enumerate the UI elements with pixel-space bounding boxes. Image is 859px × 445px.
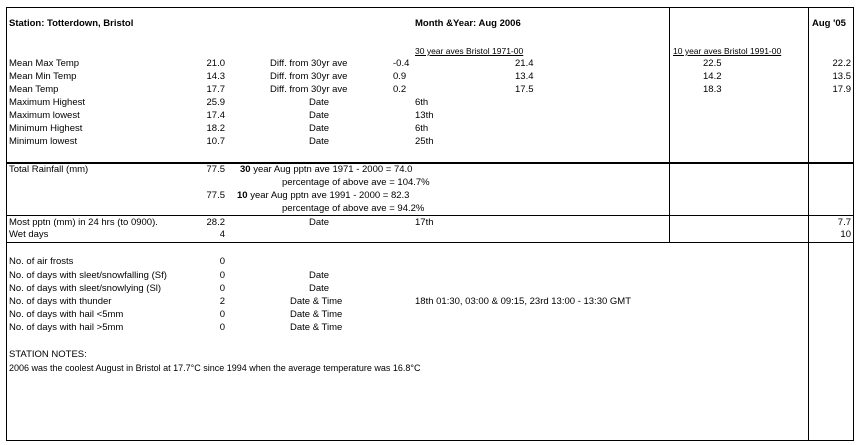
most-pptn-prev: 7.7 — [837, 217, 851, 228]
rainfall-value: 77.5 — [206, 164, 225, 175]
temp-ave10: 22.5 — [703, 58, 722, 69]
rain-ave30-years: 30 — [240, 164, 251, 175]
temp-ave10: 18.3 — [703, 84, 722, 95]
section-divider-wet — [6, 242, 854, 243]
temp-diff: -0.4 — [393, 58, 410, 69]
right-border — [853, 7, 854, 441]
temp-diff-label: Diff. from 30yr ave — [270, 71, 348, 82]
divider-10yr — [669, 7, 670, 243]
extreme-date-label: Date — [309, 123, 330, 134]
extreme-date: 13th — [415, 110, 434, 121]
divider-prev-year — [808, 7, 809, 441]
temp-label: Mean Max Temp — [9, 58, 80, 69]
wet-days-value: 4 — [219, 229, 225, 240]
extreme-value: 25.9 — [206, 97, 225, 108]
temp-prev: 22.2 — [832, 58, 851, 69]
days-date-label: Date & Time — [290, 296, 343, 307]
most-pptn-date: 17th — [415, 217, 434, 228]
extreme-date: 6th — [415, 97, 429, 108]
extreme-label: Maximum lowest — [9, 110, 80, 121]
rain-ave30 — [240, 164, 412, 176]
days-label: No. of days with sleet/snowlying (Sl) — [9, 283, 162, 294]
days-label: No. of days with sleet/snowfalling (Sf) — [9, 270, 167, 281]
wet-days-label: Wet days — [9, 229, 49, 240]
extreme-label: Maximum Highest — [9, 97, 86, 108]
top-border — [6, 7, 854, 8]
days-date: 18th 01:30, 03:00 & 09:15, 23rd 13:00 - 13:30 GMT — [415, 296, 632, 307]
temp-diff-label: Diff. from 30yr ave — [270, 58, 348, 69]
days-label: No. of days with thunder — [9, 296, 112, 307]
left-border — [6, 7, 7, 441]
days-date-label: Date — [309, 270, 330, 281]
extreme-value: 17.4 — [206, 110, 225, 121]
extreme-date: 6th — [415, 123, 429, 134]
ave30-heading: 30 year aves Bristol 1971-00 — [415, 46, 524, 56]
prev-year-heading: Aug '05 — [812, 18, 846, 29]
rainfall-value-2: 77.5 — [206, 190, 225, 201]
rain-ave10 — [237, 190, 409, 202]
days-value: 0 — [219, 256, 225, 267]
notes-text: 2006 was the coolest August in Bristol at 17.7°C since 1994 when the average temperature was 16.8°C — [9, 363, 421, 373]
rain-pct30: percentage of above ave = 104.7% — [282, 177, 430, 188]
extreme-date-label: Date — [309, 97, 330, 108]
rain-ave10-text: year Aug pptn ave 1991 - 2000 = 82.3 — [247, 190, 410, 201]
temp-ave30: 17.5 — [515, 84, 534, 95]
temp-value: 17.7 — [206, 84, 225, 95]
station-name: Station: Totterdown, Bristol — [9, 18, 134, 29]
most-pptn-label: Most pptn (mm) in 24 hrs (to 0900). — [9, 217, 158, 228]
extreme-label: Minimum lowest — [9, 136, 78, 147]
days-date-label: Date & Time — [290, 322, 343, 333]
extreme-value: 10.7 — [206, 136, 225, 147]
extreme-date-label: Date — [309, 136, 330, 147]
extreme-value: 18.2 — [206, 123, 225, 134]
temp-value: 21.0 — [206, 58, 225, 69]
temp-value: 14.3 — [206, 71, 225, 82]
days-value: 0 — [219, 322, 225, 333]
temp-label: Mean Temp — [9, 84, 59, 95]
days-value: 0 — [219, 283, 225, 294]
extreme-date: 25th — [415, 136, 434, 147]
days-value: 0 — [219, 309, 225, 320]
rainfall-label: Total Rainfall (mm) — [9, 164, 89, 175]
extreme-label: Minimum Highest — [9, 123, 83, 134]
days-value: 0 — [219, 270, 225, 281]
temp-prev: 17.9 — [832, 84, 851, 95]
temp-ave10: 14.2 — [703, 71, 722, 82]
days-value: 2 — [219, 296, 225, 307]
most-pptn-value: 28.2 — [206, 217, 225, 228]
days-date-label: Date — [309, 283, 330, 294]
temp-ave30: 13.4 — [515, 71, 534, 82]
days-label: No. of days with hail >5mm — [9, 322, 124, 333]
temp-diff-label: Diff. from 30yr ave — [270, 84, 348, 95]
temp-diff: 0.9 — [393, 71, 407, 82]
most-pptn-date-label: Date — [309, 217, 330, 228]
rain-ave10-years: 10 — [237, 190, 248, 201]
temp-ave30: 21.4 — [515, 58, 534, 69]
days-date-label: Date & Time — [290, 309, 343, 320]
rain-ave30-text: year Aug pptn ave 1971 - 2000 = 74.0 — [250, 164, 413, 175]
wet-days-prev: 10 — [840, 229, 851, 240]
ave10-heading: 10 year aves Bristol 1991-00 — [673, 46, 782, 56]
extreme-date-label: Date — [309, 110, 330, 121]
section-divider-temps — [6, 162, 854, 164]
section-divider-rain — [6, 215, 854, 216]
month-year: Month &Year: Aug 2006 — [415, 18, 521, 29]
days-label: No. of air frosts — [9, 256, 74, 267]
temp-diff: 0.2 — [393, 84, 407, 95]
days-label: No. of days with hail <5mm — [9, 309, 124, 320]
rain-pct10: percentage of above ave = 94.2% — [282, 203, 425, 214]
bottom-border — [6, 440, 854, 441]
notes-heading: STATION NOTES: — [9, 349, 87, 360]
temp-label: Mean Min Temp — [9, 71, 77, 82]
temp-prev: 13.5 — [832, 71, 851, 82]
